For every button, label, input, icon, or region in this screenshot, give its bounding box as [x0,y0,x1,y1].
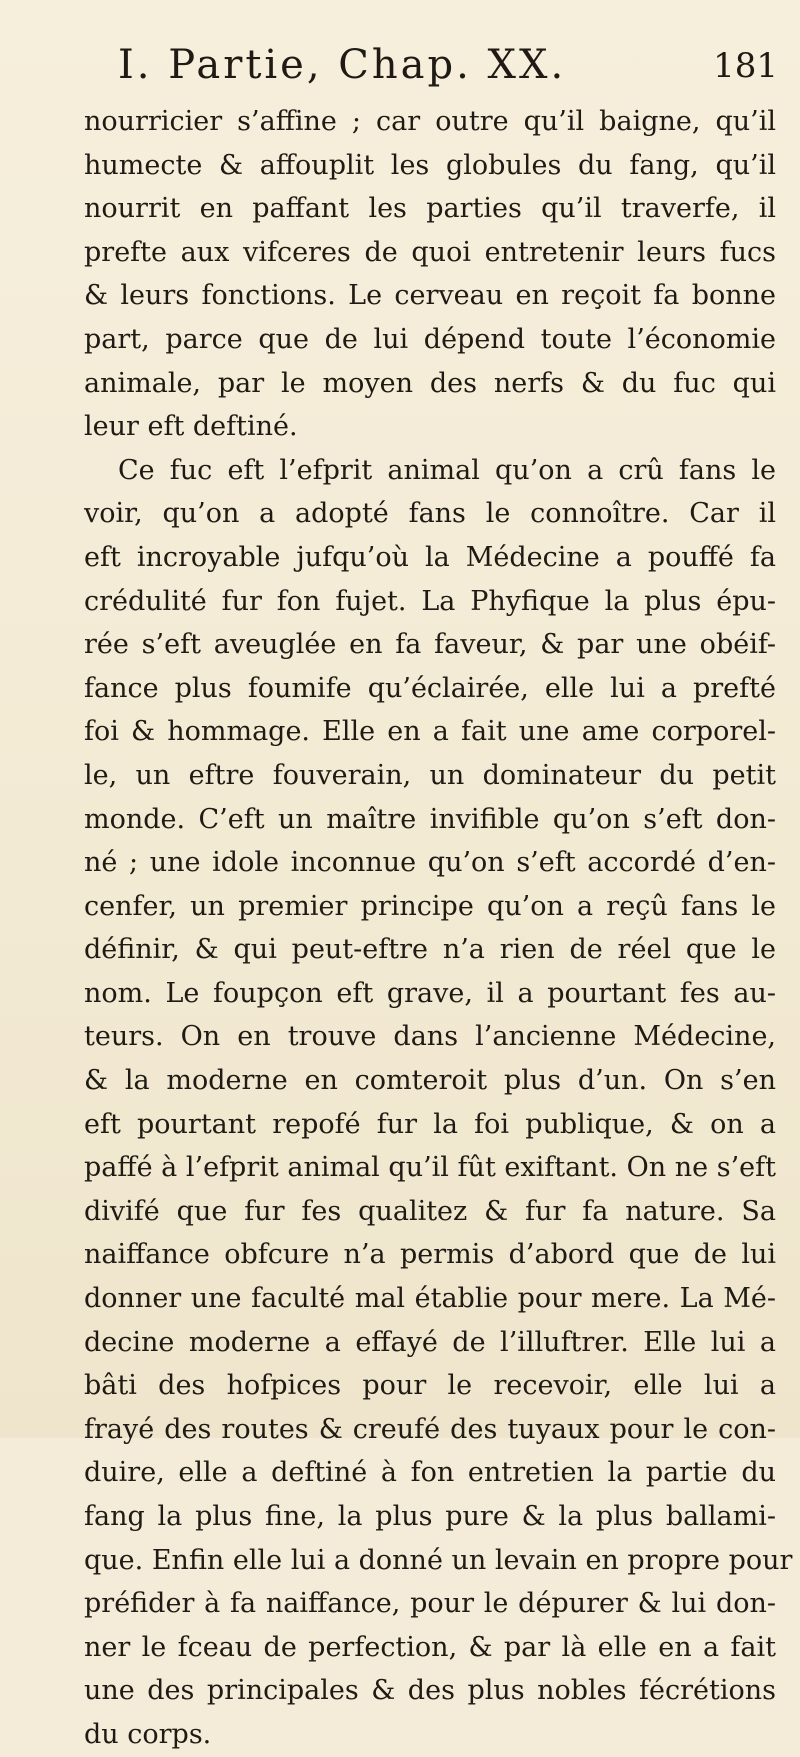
text-line: donner une faculté mal établie pour mere. La Mé- [84,1283,776,1315]
text-line: decine moderne a effayé de l’illuftrer. Elle lui a [84,1326,776,1358]
text-line: nom. Le foupçon eft grave, il a pourtant fes au- [84,977,776,1009]
text-line: définir, & qui peut-eftre n’a rien de réel que le [84,934,776,966]
text-line: monde. C’eft un maître invifible qu’on s’eft don- [84,803,776,835]
text-line: ner le fceau de perfection, & par là elle en a fait [84,1631,776,1663]
text-line: duire, elle a deftiné à fon entretien la partie du [84,1457,776,1489]
text-line: & leurs fonctions. Le cerveau en reçoit fa bonne [84,280,776,312]
chapter-title: I. Partie, Chap. XX. [118,42,567,88]
text-line: crédulité fur fon fujet. La Phyfique la plus épu- [84,585,776,617]
text-line: animale, par le moyen des nerfs & du fuc qui [84,367,776,399]
text-line: Ce fuc eft l’efprit animal qu’on a crû fans le [118,454,776,486]
text-line: divifé que fur fes qualitez & fur fa nature. Sa [84,1195,776,1227]
text-line: fance plus foumife qu’éclairée, elle lui a prefté [84,672,776,704]
text-line: le, un eftre fouverain, un dominateur du petit [84,759,776,791]
text-line: & la moderne en comteroit plus d’un. On s’en [84,1065,776,1097]
text-line: frayé des routes & creufé des tuyaux pour le con- [84,1413,776,1445]
text-line: naiffance obfcure n’a permis d’abord que de lui [84,1239,776,1271]
text-line: du corps. [84,1718,212,1750]
text-line: prefte aux vifceres de quoi entretenir leurs fucs [84,236,776,268]
text-line: préfider à fa naiffance, pour le dépurer & lui don- [84,1588,776,1620]
text-line: humecte & affouplit les globules du fang, qu’il [84,149,776,181]
text-line: nourricier s’affine ; car outre qu’il baigne, qu’il [84,106,776,137]
text-line: une des principales & des plus nobles fécrétions [84,1675,776,1707]
text-line: teurs. On en trouve dans l’ancienne Médecine, [84,1021,776,1053]
text-line: fang la plus fine, la plus pure & la plus ballami- [84,1501,776,1532]
text-line: leur eft deftiné. [84,411,298,443]
text-line: cenfer, un premier principe qu’on a reçû fans le [84,890,776,922]
text-line: rée s’eft aveuglée en fa faveur, & par une obéif- [84,629,776,661]
text-line: eft incroyable jufqu’où la Médecine a pouffé fa [84,541,776,573]
text-line: part, parce que de lui dépend toute l’économie [84,323,776,355]
running-header [118,42,778,98]
text-line: voir, qu’on a adopté fans le connoître. Car il [84,498,776,530]
body-text [84,100,793,1757]
text-line: foi & hommage. Elle en a fait une ame corporel- [84,716,776,748]
text-line: que. Enfin elle lui a donné un levain en propre pour [84,1544,793,1576]
text-line: nourrit en paffant les parties qu’il traverfe, il [84,193,776,225]
text-line: bâti des hofpices pour le recevoir, elle lui a [84,1370,776,1402]
text-line: paffé à l’efprit animal qu’il fût exiftant. On ne s’eft [84,1152,776,1184]
text-line: eft pourtant repofé fur la foi publique, & on a [84,1108,776,1140]
text-line: né ; une idole inconnue qu’on s’eft accordé d’en- [84,847,776,879]
page-number: 181 [713,46,778,86]
